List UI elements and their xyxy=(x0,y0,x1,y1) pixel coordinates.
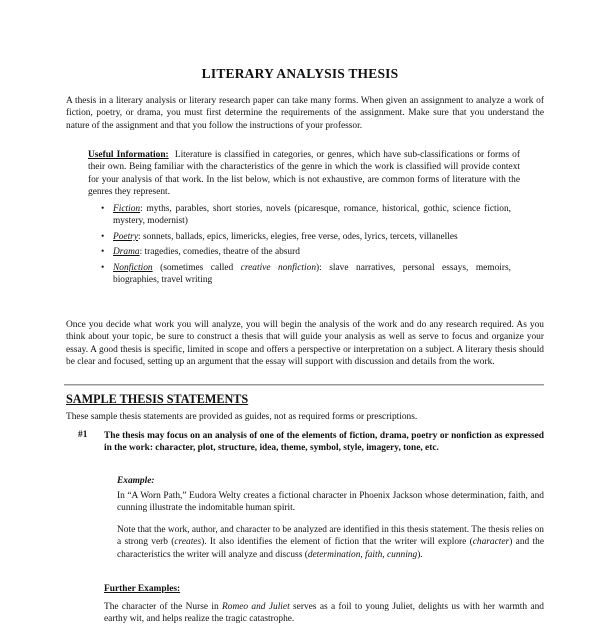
genre-name: Fiction xyxy=(113,204,141,214)
note-text: Note that the work, author, and character to be analyzed are identified in this thesis statement. The thesis relies on a strong verb ( xyxy=(117,525,544,548)
note-italic: character xyxy=(472,537,510,548)
page-title: LITERARY ANALYSIS THESIS xyxy=(201,66,399,81)
section-intro: These sample thesis statements are provided as guides, not as required forms or prescriptions. xyxy=(66,412,418,422)
example-label: Example: xyxy=(117,476,155,486)
bullet-icon: • xyxy=(101,231,105,242)
useful-info-heading: Useful Information: xyxy=(88,150,169,160)
item-number: #1 xyxy=(78,430,88,440)
further-text: The character of the Nurse in xyxy=(104,602,223,612)
list-item xyxy=(101,262,511,287)
list-item xyxy=(101,246,511,258)
genre-forms: (sometimes called xyxy=(152,262,241,273)
item-text: The thesis may focus on an analysis of one of the elements of fiction, drama, poetry or nonfiction as expressed in the work: character, plot, structure, idea, theme, symbol, style, imagery, tone, etc. xyxy=(104,431,544,454)
genre-forms: : myths, parables, short stories, novels (picaresque, romance, historical, gothic, science fiction, mystery, modernist) xyxy=(113,204,511,227)
note-text: ). It also identifies the element of fiction that the writer will explore ( xyxy=(201,537,473,548)
genre-name: Nonfiction xyxy=(113,262,153,273)
section-divider xyxy=(64,384,544,386)
bullet-icon: • xyxy=(101,247,105,258)
genre-name: Drama xyxy=(113,247,140,258)
further-italic: Romeo and Juliet xyxy=(222,602,290,612)
genre-list xyxy=(101,203,511,289)
section-title: SAMPLE THESIS STATEMENTS xyxy=(66,392,249,406)
example-text: In “A Worn Path,” Eudora Welty creates a fictional character in Phoenix Jackson whose determination, faith, and cunning illustrate the indomitable human spirit. xyxy=(117,491,544,514)
note-italic: determination, faith, cunning xyxy=(307,549,418,560)
genre-forms: : sonnets, ballads, epics, limericks, elegies, free verse, odes, lyrics, tercets, villanelles xyxy=(138,231,458,242)
useful-info-text: Literature is classified in categories, or genres, which have sub-classifications or forms of their own. Being familiar with the characteristics of the genre in which the work is classified will provide context for your analysis of that work. In the list below, which is not exhaustive, are common forms of literature with the genres they represent. xyxy=(88,150,520,198)
intro-paragraph: A thesis in a literary analysis or literary research paper can take many forms. When given an assignment to analyze a work of fiction, poetry, or drama, you must first determine the requirements of the assignment. Make sure that you understand the nature of the assignment and that you follow the instructions of your professor. xyxy=(66,96,544,131)
further-example-text xyxy=(104,601,544,626)
list-item xyxy=(101,203,511,228)
note-text: ) and the characteristics the writer will analyze and discuss ( xyxy=(117,537,544,560)
genre-forms-italic: creative nonfiction xyxy=(240,262,317,273)
bullet-icon: • xyxy=(101,262,105,273)
note-text: ). xyxy=(417,549,423,560)
further-text: serves as a foil to young Juliet, delights us with her warmth and earthy wit, and helps realize the tragic catastrophe. xyxy=(104,602,544,625)
genre-forms: : tragedies, comedies, theatre of the absurd xyxy=(139,247,300,258)
genre-forms: ): slave narratives, personal essays, memoirs, biographies, travel writing xyxy=(113,262,511,286)
genre-name: Poetry xyxy=(113,231,138,242)
decide-paragraph: Once you decide what work you will analyze, you will begin the analysis of the work and do any research required. As you think about your topic, be sure to construct a thesis that will guide your analysis as well as serve to focus and organize your essay. A good thesis is specific, limited in scope and offers a perspective or interpretation on a subject. A literary thesis should be clear and focused, setting up an argument that the essay will support with discussion and details from the work. xyxy=(66,320,544,368)
list-item xyxy=(101,231,511,243)
further-examples-label: Further Examples: xyxy=(104,584,181,594)
useful-info-paragraph xyxy=(88,149,520,199)
note-italic: creates xyxy=(174,537,202,548)
note-paragraph xyxy=(117,524,544,561)
bullet-icon: • xyxy=(101,204,105,214)
